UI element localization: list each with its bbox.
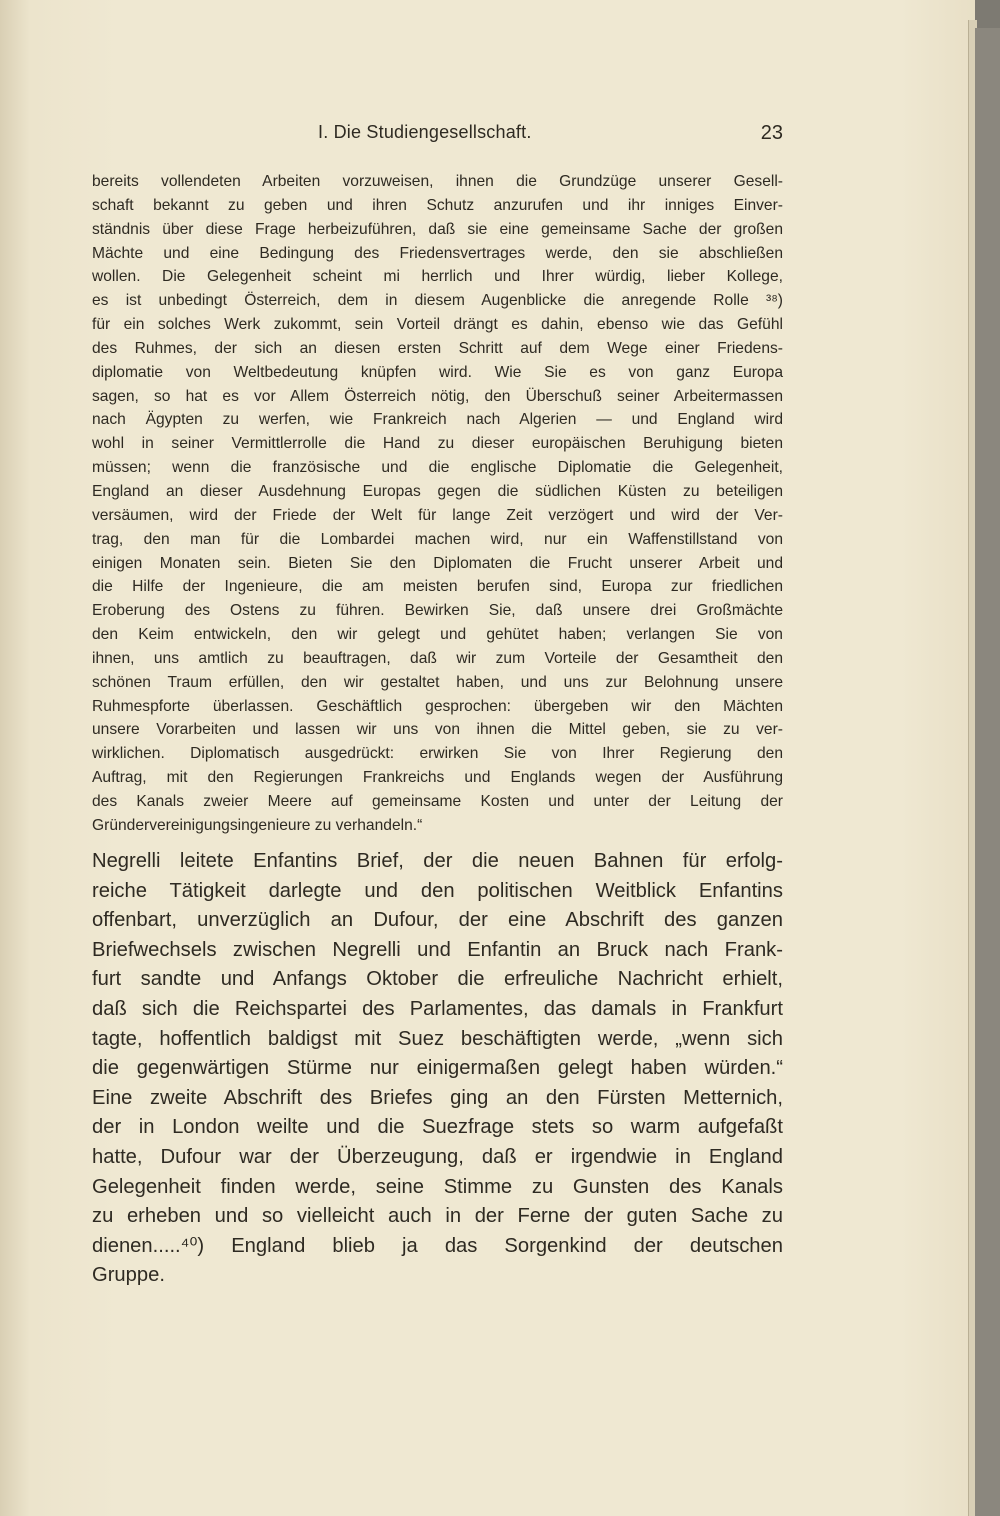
text-line: ihnen, uns amtlich zu beauftragen, daß wir zum Vorteile der Gesamtheit den: [92, 649, 783, 667]
text-line: die gegenwärtigen Stürme nur einigermaßen gelegt haben würden.“: [92, 1057, 783, 1080]
text-line: bereits vollendeten Arbeiten vorzuweisen, ihnen die Grundzüge unserer Gesell-: [92, 173, 783, 190]
text-line: versäumen, wird der Friede der Welt für lange Zeit verzögert und wird der Ver-: [92, 506, 783, 524]
text-line: der in London weilte und die Suezfrage stets so warm aufgefaßt: [92, 1116, 783, 1139]
text-line: Auftrag, mit den Regierungen Frankreichs und Englands wegen der Ausführung: [92, 769, 783, 787]
text-line: offenbart, unverzüglich an Dufour, der eine Abschrift des ganzen: [92, 909, 783, 932]
text-line: wohl in seiner Vermittlerrolle die Hand zu dieser europäischen Beruhigung bieten: [92, 435, 783, 453]
text-line: nach Ägypten zu werfen, wie Frankreich nach Algerien — und England wird: [92, 411, 783, 429]
text-line: Eroberung des Ostens zu führen. Bewirken Sie, daß unsere drei Großmächte: [92, 602, 783, 620]
text-line: Briefwechsels zwischen Negrelli und Enfantin an Bruck nach Frank-: [92, 938, 783, 961]
text-line: die Hilfe der Ingenieure, die am meisten berufen sind, Europa zur friedlichen: [92, 578, 783, 596]
text-line: zu erheben und so vielleicht auch in der Ferne der guten Sache zu: [92, 1205, 783, 1228]
text-line: Ruhmespforte überlassen. Geschäftlich gesprochen: übergeben wir den Mächten: [92, 697, 783, 715]
text-line: hatte, Dufour war der Überzeugung, daß er irgendwie in England: [92, 1145, 783, 1168]
text-line: des Kanals zweier Meere auf gemeinsame Kosten und unter der Leitung der: [92, 792, 783, 810]
text-line: sagen, so hat es vor Allem Österreich nötig, den Überschuß seiner Arbeitermassen: [92, 387, 783, 405]
text-line: Gelegenheit finden werde, seine Stimme zu Gunsten des Kanals: [92, 1175, 783, 1198]
running-title: I. Die Studiengesellschaft.: [318, 122, 532, 142]
text-line: wirklichen. Diplomatisch ausgedrückt: erwirken Sie von Ihrer Regierung den: [92, 745, 783, 763]
text-line: diplomatie von Weltbedeutung knüpfen wird. Wie Sie es von ganz Europa: [92, 363, 783, 381]
text-line: tagte, hoffentlich baldigst mit Suez beschäftigten werde, „wenn sich: [92, 1027, 783, 1050]
body-paragraph: [92, 847, 783, 1291]
text-line: reiche Tätigkeit darlegte und den politischen Weitblick Enfantins: [92, 879, 783, 902]
text-line: ständnis über diese Frage herbeizuführen, daß sie eine gemeinsame Sache der großen: [92, 220, 783, 238]
text-line: furt sandte und Anfangs Oktober die erfreuliche Nachricht erhielt,: [92, 968, 783, 991]
text-line: Gruppe.: [92, 1264, 165, 1287]
scan-background: [975, 28, 1000, 1516]
text-line: einigen Monaten sein. Bieten Sie den Diplomaten die Frucht unserer Arbeit und: [92, 554, 783, 572]
text-line: unsere Vorarbeiten und lassen wir uns von ihnen die Mittel geben, sie zu ver-: [92, 721, 783, 739]
text-line: müssen; wenn die französische und die englische Diplomatie die Gelegenheit,: [92, 459, 783, 477]
text-line: trag, den man für die Lombardei machen wird, nur ein Waffenstillstand von: [92, 530, 783, 548]
text-line: schönen Traum erfüllen, den wir gestaltet haben, und uns zur Belohnung unsere: [92, 673, 783, 691]
text-line: Eine zweite Abschrift des Briefes ging an den Fürsten Metternich,: [92, 1086, 783, 1109]
text-line: dienen.....⁴⁰) England blieb ja das Sorgenkind der deutschen: [92, 1234, 783, 1257]
text-line: des Ruhmes, der sich an diesen ersten Schritt auf dem Wege einer Friedens-: [92, 339, 783, 357]
text-line: für ein solches Werk zukommt, sein Vorteil drängt es dahin, ebenso wie das Gefühl: [92, 316, 783, 334]
quoted-letter: [92, 170, 783, 838]
text-line: Mächte und eine Bedingung des Friedensvertrages werde, den sie abschließen: [92, 244, 783, 262]
text-line: daß sich die Reichspartei des Parlamentes, das damals in Frankfurt: [92, 997, 783, 1020]
page-header: [92, 122, 783, 148]
text-line: schaft bekannt zu geben und ihren Schutz anzurufen und ihr inniges Einver-: [92, 196, 783, 214]
text-line: den Keim entwickeln, den wir gelegt und gehütet haben; verlangen Sie von: [92, 626, 783, 644]
page-number: 23: [760, 122, 783, 144]
text-line: wollen. Die Gelegenheit scheint mi herrlich und Ihrer würdig, lieber Kollege,: [92, 268, 783, 286]
text-line: es ist unbedingt Österreich, dem in diesem Augenblicke die anregende Rolle ³⁸): [92, 292, 783, 310]
text-line: England an dieser Ausdehnung Europas gegen die südlichen Küsten zu beteiligen: [92, 482, 783, 500]
text-line: Negrelli leitete Enfantins Brief, der die neuen Bahnen für erfolg-: [92, 850, 783, 872]
text-line: Gründervereinigungsingenieure zu verhandeln.“: [92, 816, 423, 834]
